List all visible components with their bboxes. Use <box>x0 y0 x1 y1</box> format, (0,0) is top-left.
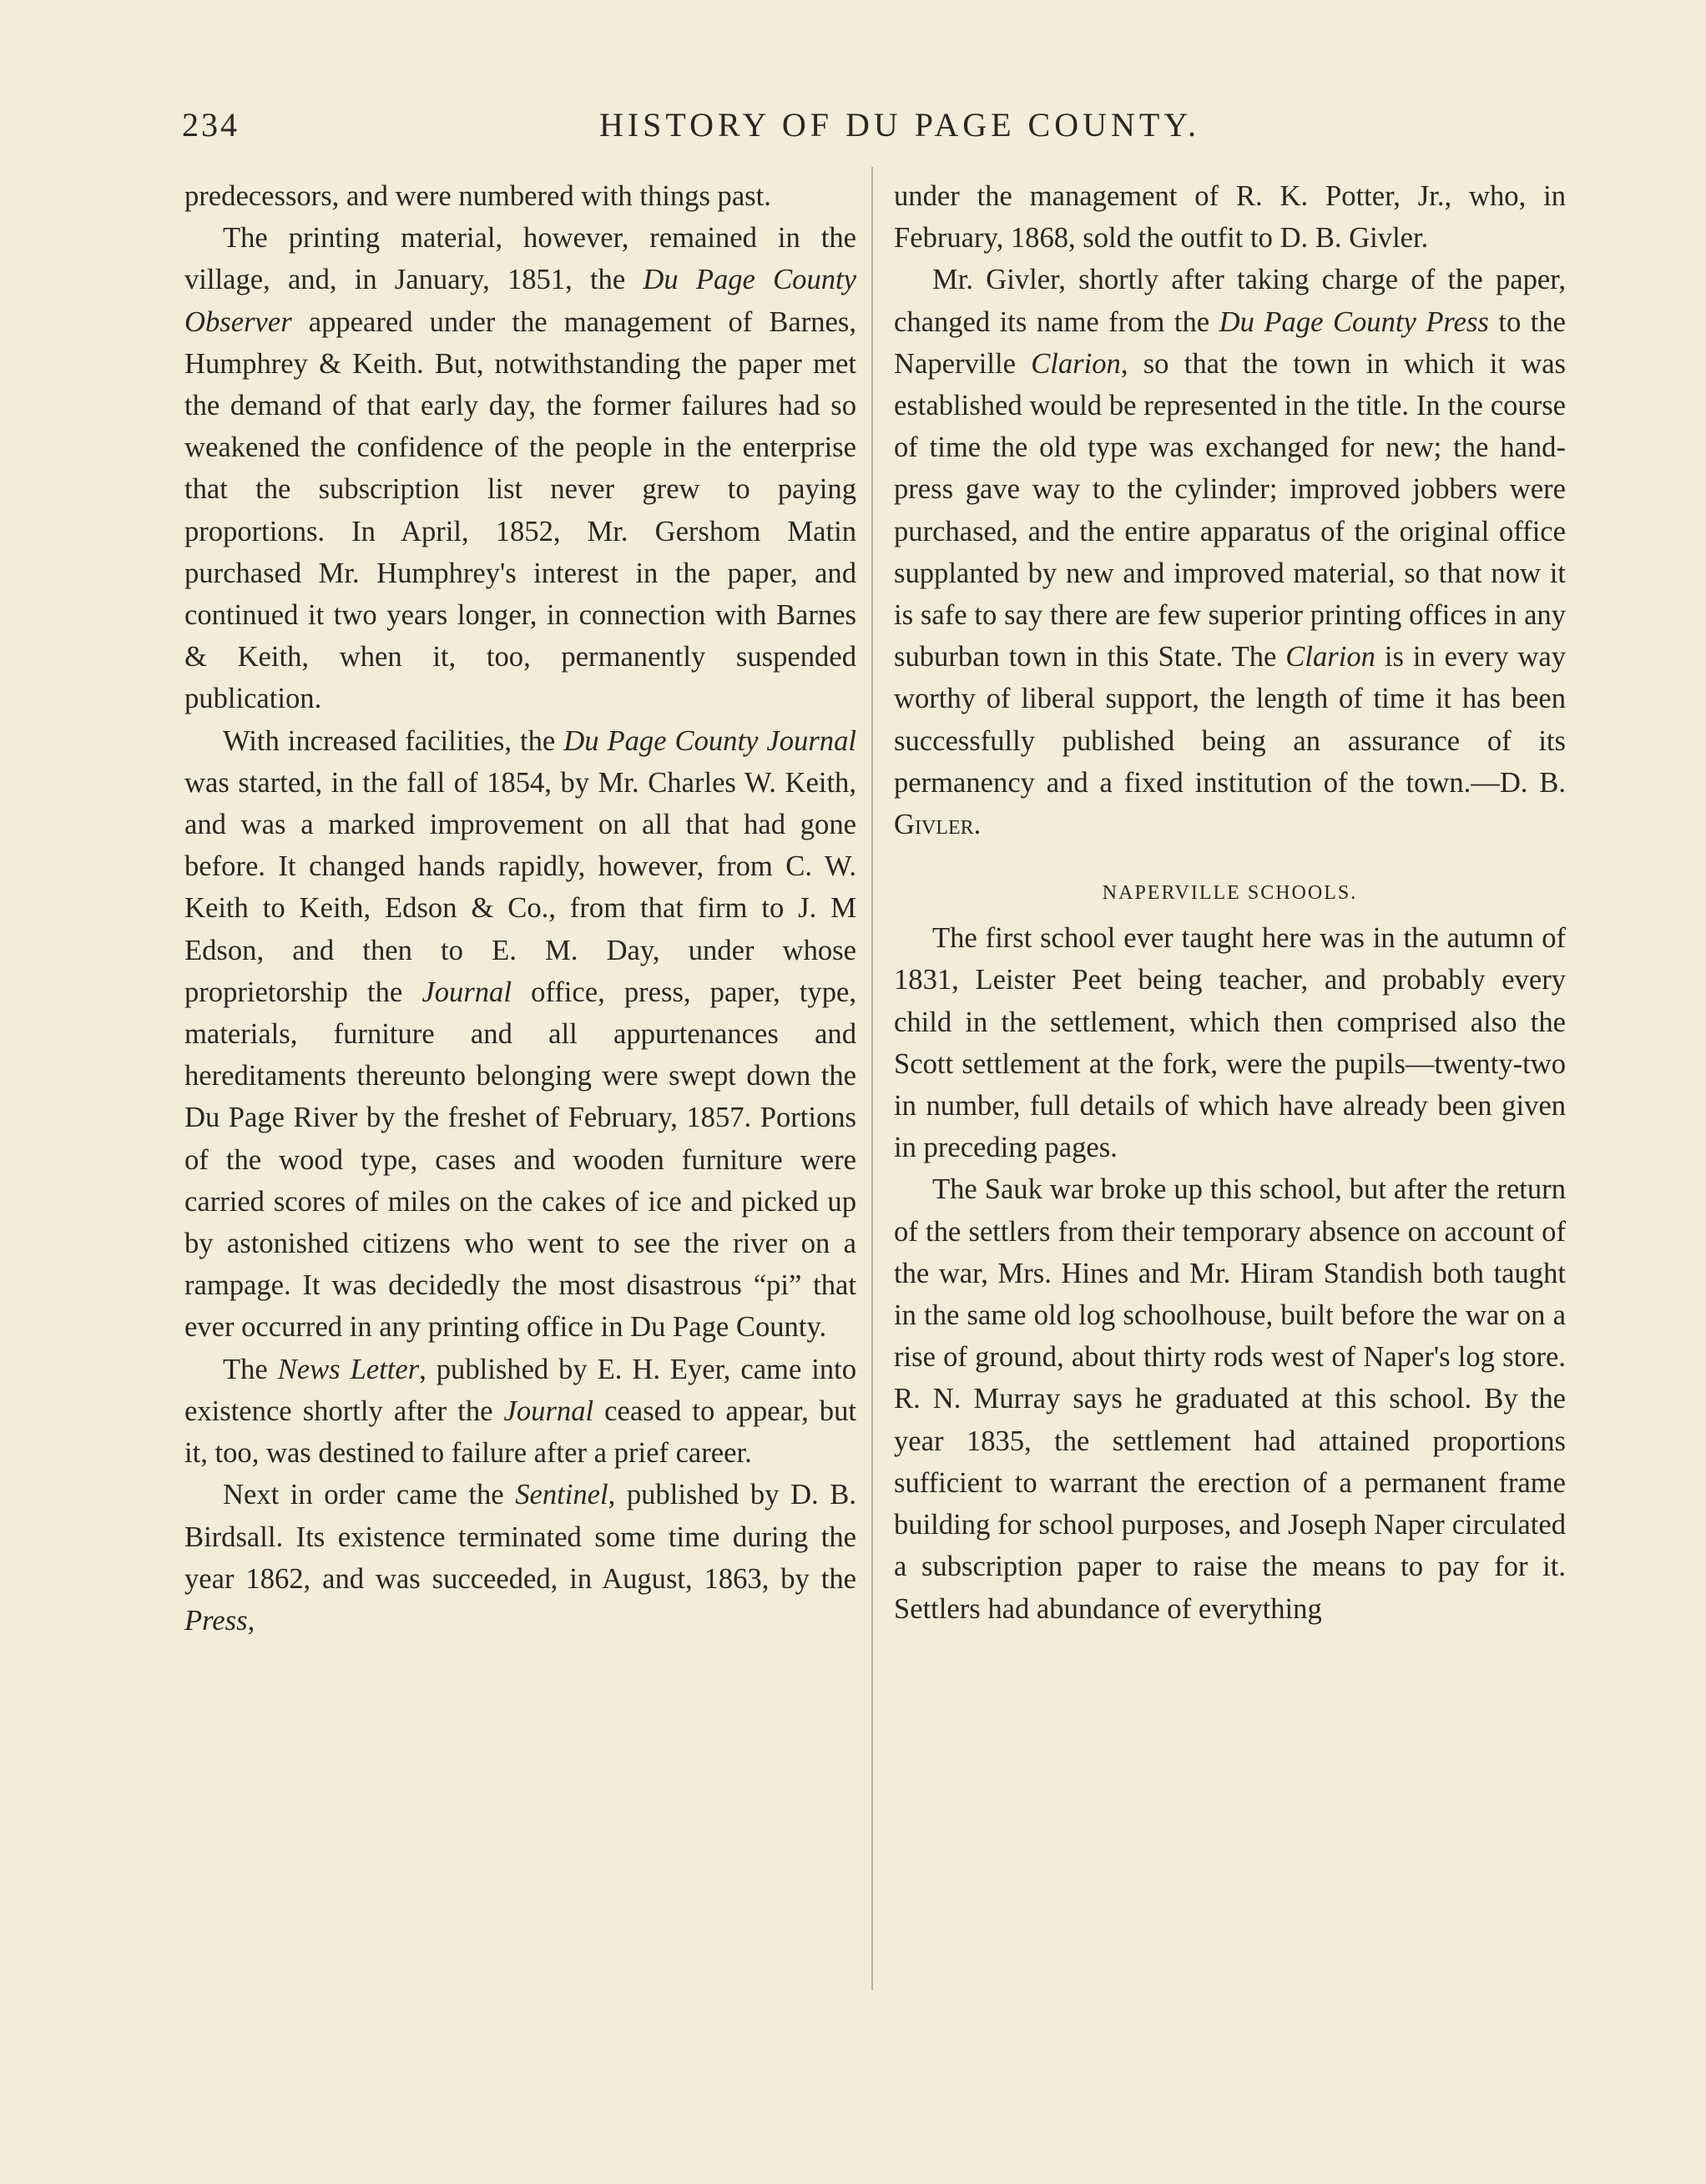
newspaper-title: Press <box>184 1604 248 1637</box>
paragraph: With increased facilities, the Du Page County Journal was started, in the fall of 1854, by Mr. Charles W. Keith, and was a marked improvement on all that had gone before. It changed hands rapidly, however, from C. W. Keith to Keith, Edson & Co., from that firm to J. M Edson, and then to E. M. Day, under whose proprietorship the Journal office, press, paper, type, materials, furniture and all appurtenances and hereditaments thereunto belonging were swept down the Du Page River by the freshet of February, 1857. Portions of the wood type, cases and wooden furniture were carried scores of miles on the cakes of ice and picked up by astonished citizens who went to see the river on a rampage. It was decidedly the most disastrous “pi” that ever occurred in any printing office in Du Page County. <box>184 724 857 1344</box>
paragraph: The News Letter, published by E. H. Eyer, came into existence shortly after the Journal ceased to appear, but it, too, was destined to failure after a prief career. <box>184 1353 857 1470</box>
author-signature: Givler. <box>894 809 982 841</box>
section-heading: NAPERVILLE SCHOOLS. <box>1102 882 1358 905</box>
column-divider <box>871 167 873 1990</box>
newspaper-title: Du Page County Journal <box>563 724 856 757</box>
right-column <box>894 175 1566 1630</box>
page-number: 234 <box>182 106 240 144</box>
newspaper-title: Sentinel <box>515 1479 608 1511</box>
paragraph: The Sauk war broke up this school, but after the return of the settlers from their temporary absence on account of the war, Mrs. Hines and Mr. Hiram Standish both taught in the same old log schoolhouse, built before the war on a rise of ground, about thirty rods west of Naper's log store. R. N. Murray says he graduated at this school. By the year 1835, the settlement had attained proportions sufficient to warrant the erection of a permanent frame building for school purposes, and Joseph Naper circulated a subscription paper to raise the means to pay for it. Settlers had abundance of everything <box>894 1173 1566 1625</box>
newspaper-title: Clarion <box>1285 641 1375 673</box>
page-header <box>182 105 1618 152</box>
paragraph: predecessors, and were numbered with things past. <box>184 180 771 212</box>
paragraph: under the management of R. K. Potter, Jr., who, in February, 1868, sold the outfit to D. B. Givler. <box>894 180 1566 255</box>
paragraph: The first school ever taught here was in the autumn of 1831, Leister Peet being teacher, and probably every child in the settlement, which then comprised also the Scott settlement at the fork, were the pupils—twenty-two in number, full details of which have already been given in preceding pages. <box>894 922 1566 1164</box>
newspaper-title: Journal <box>421 976 512 1008</box>
running-title: HISTORY OF DU PAGE COUNTY. <box>598 106 1201 144</box>
paragraph: Mr. Givler, shortly after taking charge of the paper, changed its name from the Du Page County Press to the Naperville Clarion, so that the town in which it was established would be represented in the title. In the course of time the old type was exchanged for new; the hand-press gave way to the cylinder; improved jobbers were purchased, and the entire apparatus of the original office supplanted by new and improved material, so that now it is safe to say there are few superior printing offices in any suburban town in this State. The Clarion is in every way worthy of liberal support, the length of time it has been successfully published being an assurance of its permanency and a fixed institution of the town.—D. B. Givler. <box>894 264 1566 841</box>
newspaper-title: News Letter <box>277 1353 420 1385</box>
newspaper-title: Du Page County Press <box>1219 305 1489 338</box>
left-column <box>184 175 856 1642</box>
newspaper-title: Clarion <box>1031 347 1121 380</box>
paragraph: The printing material, however, remained in the village, and, in January, 1851, the Du Page County Observer appeared under the management of Barnes, Humphrey & Keith. But, notwithstanding the paper met the demand of that early day, the former failures had so weakened the confidence of the people in the enterprise that the subscription list never grew to paying proportions. In April, 1852, Mr. Gershom Matin purchased Mr. Humphrey's interest in the paper, and continued it two years longer, in connection with Barnes & Keith, when it, too, permanently suspended publication. <box>184 222 856 715</box>
newspaper-title: Journal <box>503 1395 594 1427</box>
newspaper-title: Du Page County Observer <box>184 264 856 338</box>
paragraph: Next in order came the Sentinel, published by D. B. Birdsall. Its existence terminated some time during the year 1862, and was succeeded, in August, 1863, by the Press, <box>184 1479 856 1637</box>
